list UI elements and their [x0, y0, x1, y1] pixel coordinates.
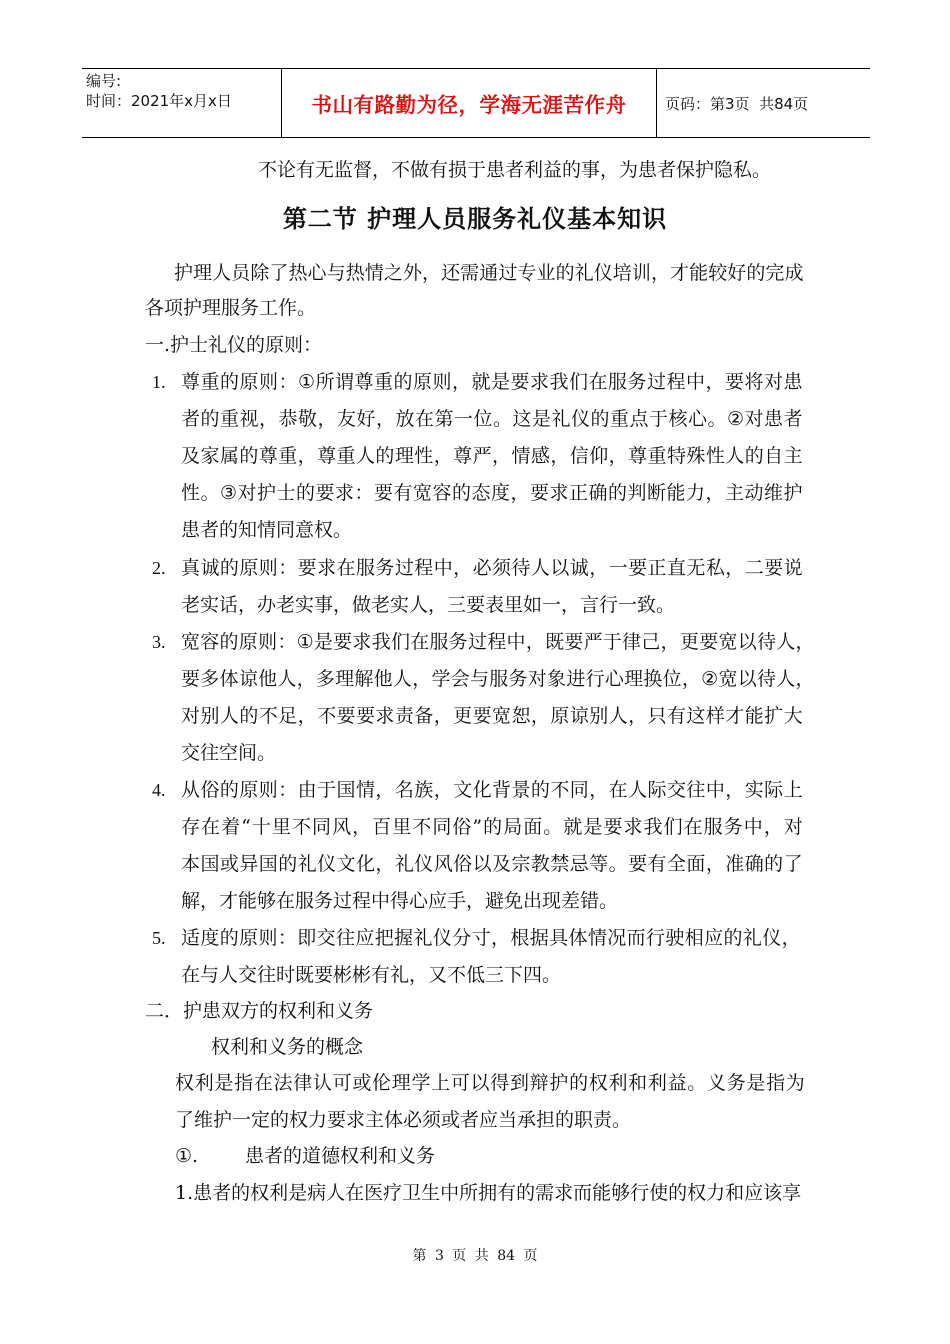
list-item-line: 宽 容 的 原 则 ： ① 是 要 求 我 们 在 服 务 过 程 中 ， 既 要 严 于 律 己 ， 更 要 宽 以 待 人 ，	[181, 631, 815, 653]
intro-line: 不论有无监督，不做有损于患者利益的事，为患者保护隐私。	[258, 159, 772, 181]
para2-line: 了维护一定的权力要求主体必须或者应当承担的职责。	[175, 1109, 632, 1131]
list-item-line: 老实话，办老实事，做老实人，三要表里如一，言行一致。	[181, 594, 676, 616]
heading-principles: 一.护士礼仪的原则：	[145, 334, 323, 356]
list-item-line: 存 在 着 “ 十 里 不 同 风 ， 百 里 不 同 俗 ” 的 局 面 。 就 是 要 求 我 们 在 服 务 中 ， 对	[181, 816, 803, 838]
list-item-line: 本 国 或 异 国 的 礼 仪 文 化 ， 礼 仪 风 俗 以 及 宗 教 禁 忌 等 。 要 有 全 面 ， 准 确 的 了	[181, 853, 803, 875]
list-item-line: 从 俗 的 原 则 ： 由 于 国 情 ， 名 族 ， 文 化 背 景 的 不 同 ， 在 人 际 交 往 中 ， 实 际 上	[181, 779, 803, 801]
circled-item-marker: ①.	[175, 1145, 199, 1167]
circled-item-text: 患者的道德权利和义务	[245, 1145, 436, 1167]
list-number: 1.	[152, 372, 166, 392]
list-item-line: 要 多 体 谅 他 人 ， 多 理 解 他 人 ， 学 会 与 服 务 对 象 进 行 心 理 换 位 ， ② 宽 以 待 人 ，	[181, 668, 815, 690]
para1-line: 各项护理服务工作。	[145, 297, 317, 319]
list-item-line: 性 。 ③ 对 护 士 的 要 求 ： 要 有 宽 容 的 态 度 ， 要 求 正 确 的 判 断 能 力 ， 主 动 维 护	[181, 482, 803, 504]
page-count-label: 页码：第3页 共84页	[665, 94, 809, 113]
section-title: 第二节 护理人员服务礼仪基本知识	[282, 205, 668, 233]
list-number: 3.	[152, 632, 166, 652]
list-number: 4.	[152, 780, 166, 800]
list-item-line: 对 别 人 的 不 足 ， 不 要 要 求 责 备 ， 更 要 宽 恕 ， 原 谅 别 人 ， 只 有 这 样 才 能 扩 大	[181, 705, 803, 727]
list-item-line: 在与人交往时既要彬彬有礼，又不低三下四。	[181, 964, 562, 986]
header-motto: 书山有路勤为径，学海无涯苦作舟	[282, 69, 657, 137]
last-line: 1.患者的权利是病人在医疗卫生中所拥有的需求而能够行使的权力和应该享	[175, 1182, 802, 1204]
document-date-label: 时间：2021年x月x日	[86, 92, 232, 110]
list-item-line: 真 诚 的 原 则 ： 要 求 在 服 务 过 程 中 ， 必 须 待 人 以 诚 ， 一 要 正 直 无 私 ， 二 要 说	[181, 557, 803, 579]
page-footer: 第 3 页 共 84 页	[412, 1248, 538, 1264]
list-item-line: 解，才能够在服务过程中得心应手，避免出现差错。	[181, 890, 619, 912]
para1-line: 护 理 人 员 除 了 热 心 与 热 情 之 外 ， 还 需 通 过 专 业 的 礼 仪 培 训 ， 才 能 较 好 的 完 成	[174, 262, 804, 284]
list-number: 5.	[152, 928, 166, 948]
sub-heading: 权利和义务的概念	[211, 1036, 364, 1058]
list-item-line: 交往空间。	[181, 742, 277, 764]
list-item-line: 患者的知情同意权。	[181, 519, 353, 541]
list-item-line: 适 度 的 原 则 ： 即 交 往 应 把 握 礼 仪 分 寸 ， 根 据 具 体 情 况 而 行 驶 相 应 的 礼 仪 ，	[181, 927, 801, 949]
header-meta	[82, 69, 282, 137]
list-item-line: 及 家 属 的 尊 重 ， 尊 重 人 的 理 性 ， 尊 严 ， 情 感 ， 信 仰 ， 尊 重 特 殊 性 人 的 自 主	[181, 445, 803, 467]
document-number-label: 编号:	[86, 72, 122, 90]
para2-line: 权 利 是 指 在 法 律 认 可 或 伦 理 学 上 可 以 得 到 辩 护 的 权 利 和 利 益 。 义 务 是 指 为	[175, 1072, 805, 1094]
heading-rights: 二．护患双方的权利和义务	[145, 1000, 374, 1022]
page-header	[82, 68, 870, 138]
list-number: 2.	[152, 558, 166, 578]
list-item-line: 者 的 重 视 ， 恭 敬 ， 友 好 ， 放 在 第 一 位 。 这 是 礼 仪 的 重 点 于 核 心 。 ② 对 患 者	[181, 408, 803, 430]
header-page-info	[657, 69, 870, 137]
list-item-line: 尊 重 的 原 则 ： ① 所 谓 尊 重 的 原 则 ， 就 是 要 求 我 们 在 服 务 过 程 中 ， 要 将 对 患	[181, 371, 803, 393]
